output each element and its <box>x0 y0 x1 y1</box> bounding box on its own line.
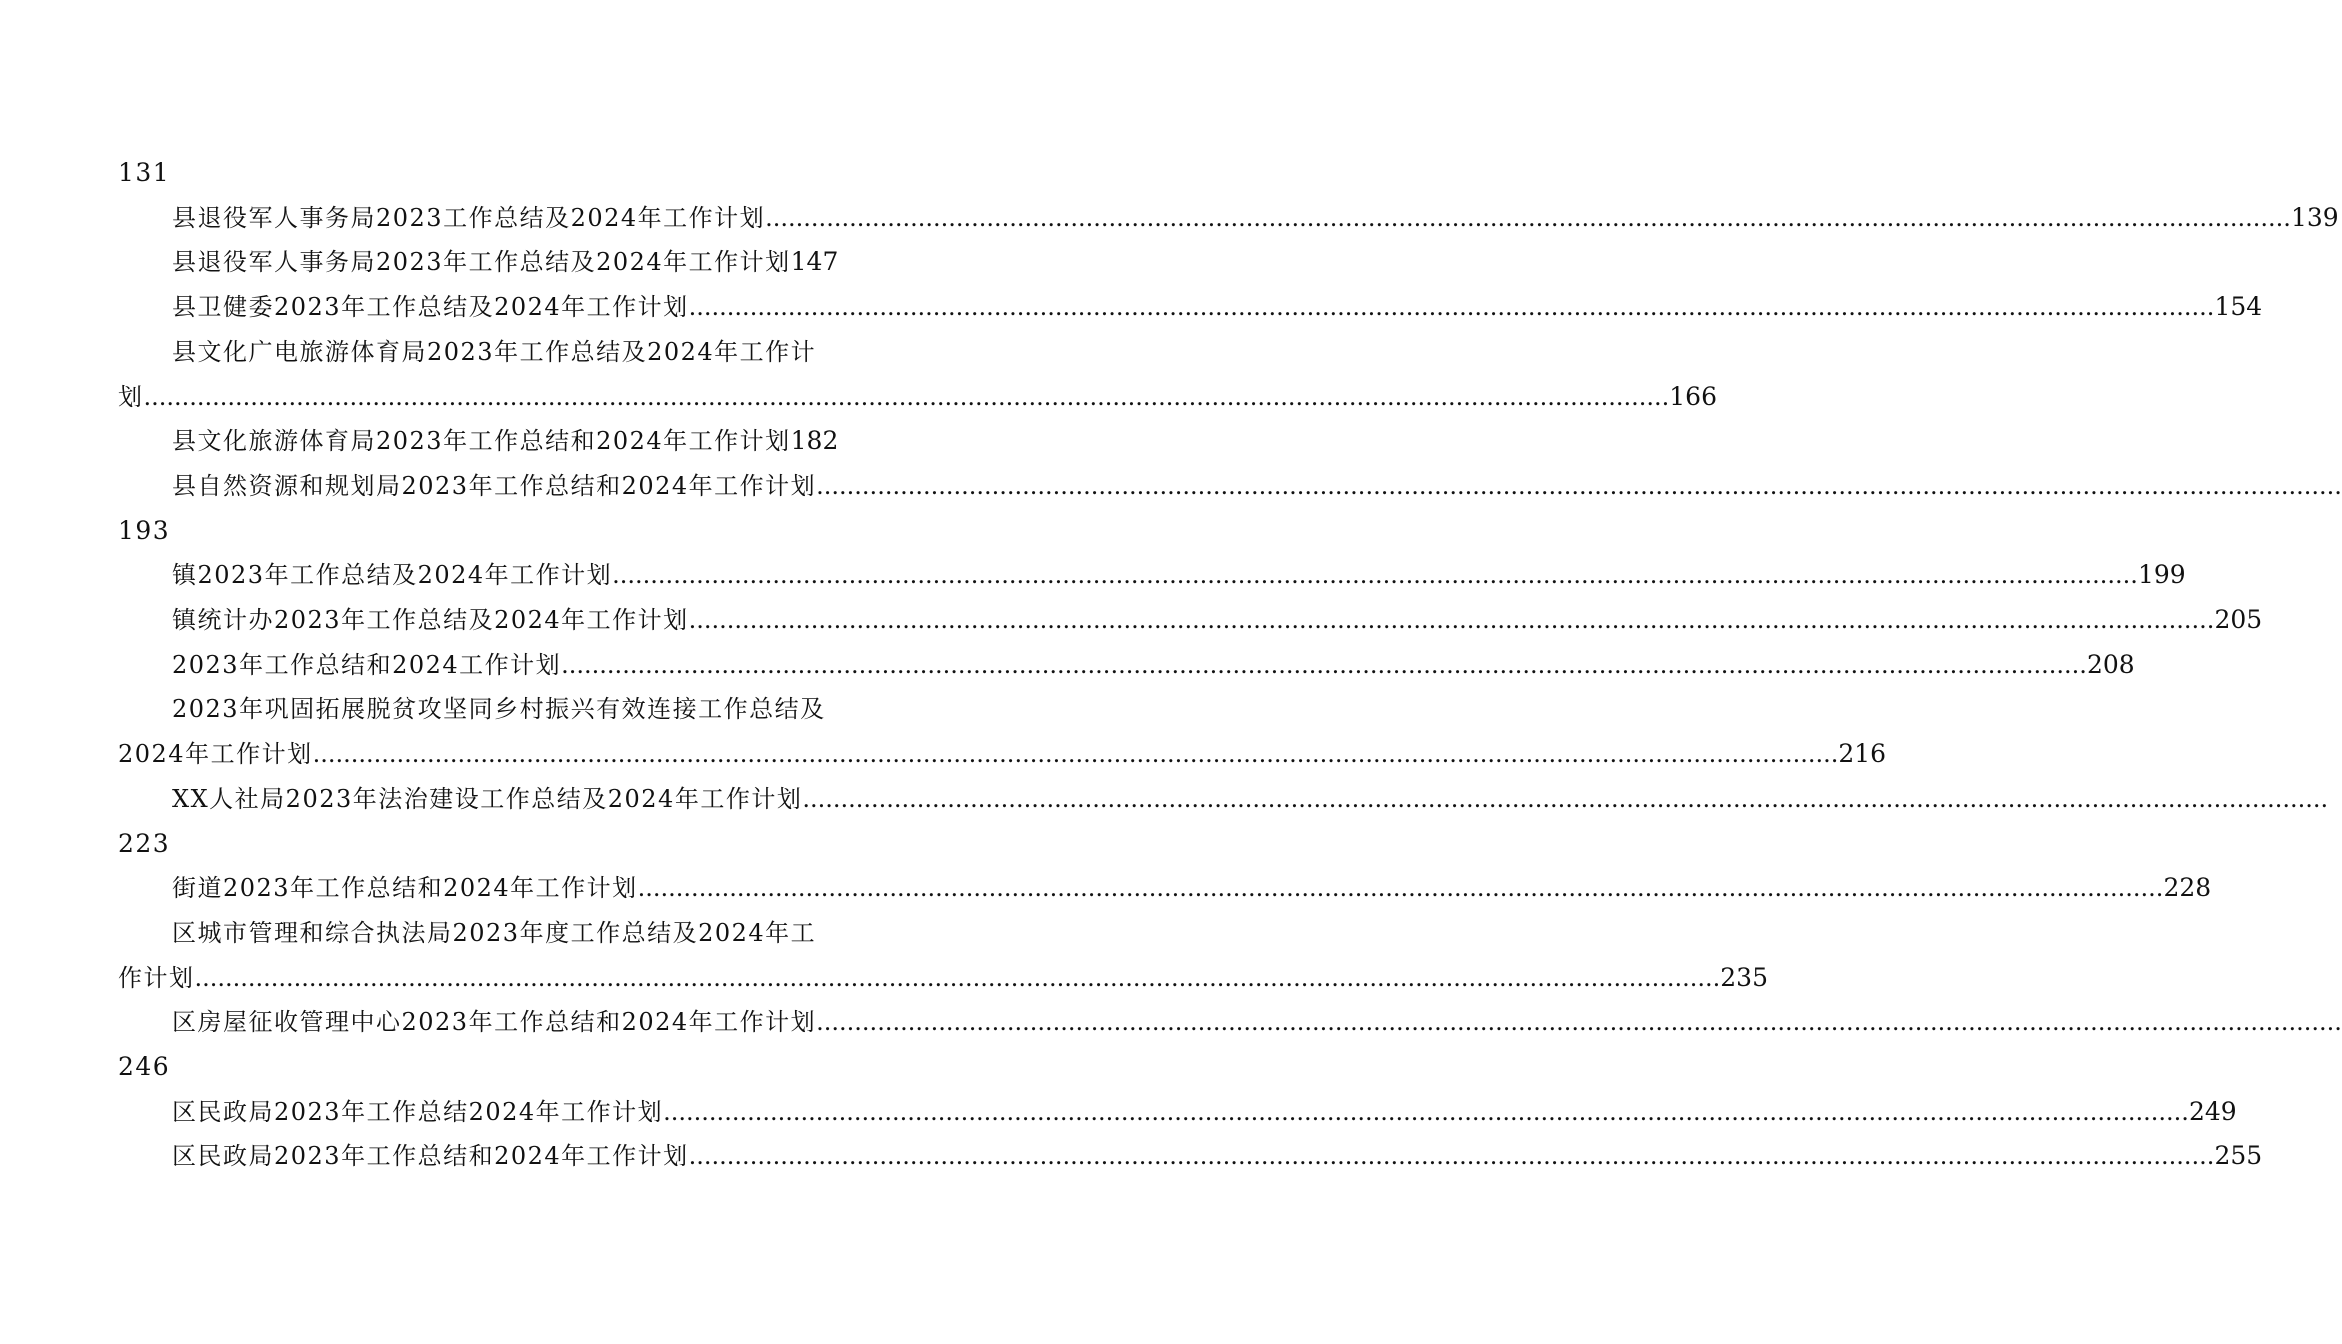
toc-entry-row <box>172 466 2342 506</box>
toc-entry-row <box>118 734 1887 774</box>
toc-entry[interactable] <box>0 1002 2342 1042</box>
toc-entry[interactable] <box>0 466 2342 506</box>
dot-leader: ........................................................................................................................................................................................................ <box>561 651 2087 679</box>
toc-entry-row <box>172 1002 2342 1042</box>
toc-entry-title: 县自然资源和规划局2023年工作总结和2024年工作计划 <box>172 472 817 500</box>
toc-page-number-wrapped[interactable]: 246 <box>118 1052 171 1081</box>
dot-leader: ........................................................................................................................................................................................................ <box>637 874 2164 902</box>
toc-entry-title: 县退役军人事务局2023年工作总结及2024年工作计划 <box>172 248 791 276</box>
dot-leader: ........................................................................................................................................................................................................ <box>663 1098 2189 1126</box>
toc-entry-title: 2024年工作计划 <box>118 740 313 768</box>
toc-entry[interactable] <box>0 958 1768 998</box>
toc-entry[interactable] <box>0 600 2263 640</box>
toc-entry-title: 县退役军人事务局2023工作总结及2024年工作计划 <box>172 204 766 232</box>
toc-entry-title: XX人社局2023年法治建设工作总结及2024年工作计划 <box>172 785 803 813</box>
toc-entry-title[interactable]: 区城市管理和综合执法局2023年度工作总结及2024年工 <box>172 919 817 947</box>
dot-leader: ........................................................................................................................................................................................................ <box>688 1142 2215 1170</box>
toc-page-number: 205 <box>2214 605 2263 634</box>
toc-entry[interactable] <box>0 421 950 461</box>
toc-entry-row <box>172 198 2339 238</box>
toc-entry[interactable] <box>0 242 950 282</box>
toc-page-number: 216 <box>1838 739 1887 768</box>
dot-leader: ........................................................................................................................................................................................................ <box>765 204 2291 232</box>
toc-entry[interactable] <box>0 779 2329 819</box>
toc-page-number: 249 <box>2188 1097 2237 1126</box>
dot-leader: ........................................................................................................................................................................................................ <box>816 472 2342 500</box>
toc-entry-row <box>118 958 1768 998</box>
toc-page-number: 166 <box>1669 382 1717 411</box>
toc-page-number: 147 <box>790 247 839 276</box>
toc-entry-title: 2023年工作总结和2024工作计划 <box>172 651 562 679</box>
toc-page-number: 255 <box>2214 1141 2263 1170</box>
toc-page-number: 199 <box>2137 560 2186 589</box>
toc-entry-title: 县文化旅游体育局2023年工作总结和2024年工作计划 <box>172 427 791 455</box>
toc-entry[interactable] <box>0 377 1717 417</box>
dot-leader: ........................................................................................................................................................................................................ <box>143 383 1670 411</box>
toc-entry[interactable] <box>0 734 1887 774</box>
dot-leader: ........................................................................................................................................................................................................ <box>312 740 1839 768</box>
toc-entry[interactable] <box>0 287 2263 327</box>
toc-entry-row <box>172 242 839 282</box>
toc-page-number-wrapped[interactable]: 223 <box>118 829 171 858</box>
toc-entry-title[interactable]: 2023年巩固拓展脱贫攻坚同乡村振兴有效连接工作总结及 <box>172 695 826 723</box>
toc-entry-row <box>172 555 2186 595</box>
toc-entry[interactable] <box>0 645 2135 685</box>
toc-page-number: 208 <box>2086 650 2135 679</box>
toc-entry-title: 作计划 <box>118 964 195 992</box>
toc-entry-row <box>172 779 2329 819</box>
toc-entry[interactable] <box>0 1092 2237 1132</box>
toc-page-number: 228 <box>2163 873 2212 902</box>
toc-entry-row <box>172 1136 2263 1176</box>
dot-leader: ........................................................................................................................................................................................................ <box>194 964 1721 992</box>
toc-entry-row <box>172 421 839 461</box>
toc-entry-title: 划 <box>118 383 144 411</box>
toc-entry-title: 区民政局2023年工作总结2024年工作计划 <box>172 1098 664 1126</box>
toc-entry-title[interactable]: 县文化广电旅游体育局2023年工作总结及2024年工作计 <box>172 338 817 366</box>
toc-page-number: 235 <box>1720 963 1768 992</box>
toc-page-number-wrapped[interactable]: 131 <box>118 158 171 187</box>
toc-entry[interactable] <box>0 868 2212 908</box>
dot-leader: ........................................................................................................................................................................................................ <box>688 606 2215 634</box>
toc-page-number: 139 <box>2290 203 2339 232</box>
toc-entry-title: 镇统计办2023年工作总结及2024年工作计划 <box>172 606 689 634</box>
toc-entry[interactable] <box>0 1136 2263 1176</box>
toc-entry-title: 街道2023年工作总结和2024年工作计划 <box>172 874 638 902</box>
toc-entry-row <box>172 287 2263 327</box>
toc-entry[interactable] <box>0 198 2339 238</box>
toc-page-number: 154 <box>2214 292 2263 321</box>
toc-entry-row <box>172 600 2263 640</box>
dot-leader: ........................................................................................................................................................................................................ <box>688 293 2215 321</box>
toc-entry-title: 区房屋征收管理中心2023年工作总结和2024年工作计划 <box>172 1008 817 1036</box>
dot-leader: ........................................................................................................................................................................................................ <box>816 1008 2342 1036</box>
toc-entry[interactable] <box>0 555 2186 595</box>
dot-leader: ........................................................................................................................................................................................................ <box>802 785 2329 813</box>
toc-entry-row <box>172 1092 2237 1132</box>
dot-leader: ........................................................................................................................................................................................................ <box>612 561 2138 589</box>
toc-entry-row <box>172 645 2135 685</box>
toc-page-number-wrapped[interactable]: 193 <box>118 516 171 545</box>
toc-entry-title: 区民政局2023年工作总结和2024年工作计划 <box>172 1142 689 1170</box>
toc-page-number: 182 <box>790 426 839 455</box>
toc-entry-title: 县卫健委2023年工作总结及2024年工作计划 <box>172 293 689 321</box>
toc-entry-row <box>118 377 1717 417</box>
toc-entry-row <box>172 868 2212 908</box>
toc-entry-title: 镇2023年工作总结及2024年工作计划 <box>172 561 613 589</box>
